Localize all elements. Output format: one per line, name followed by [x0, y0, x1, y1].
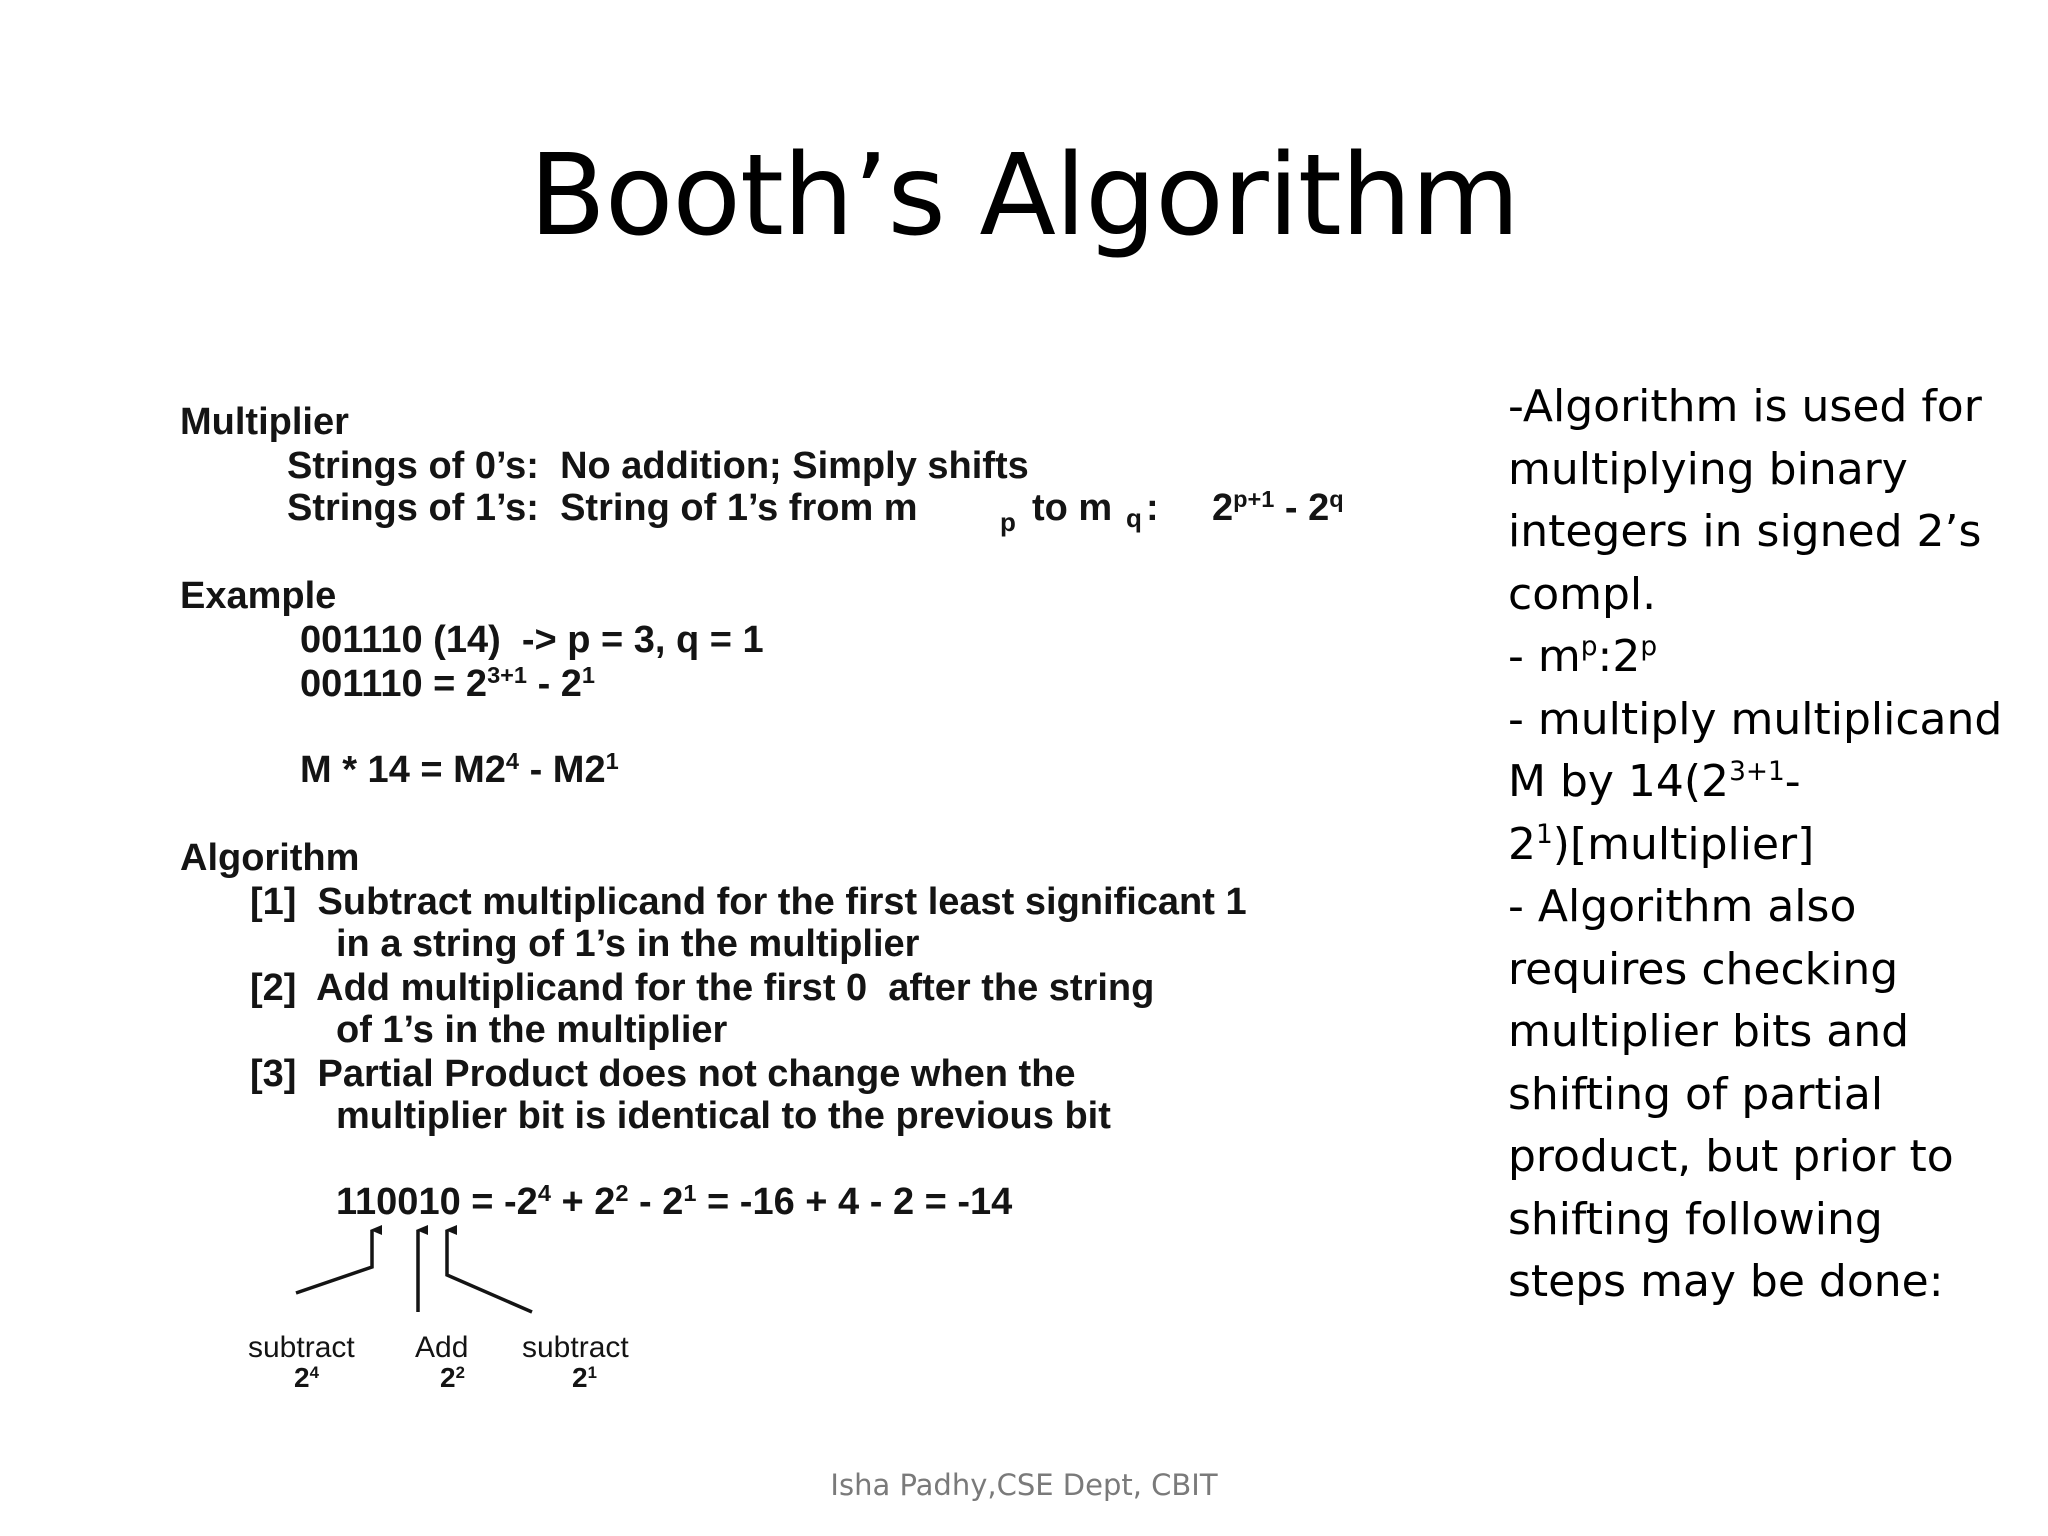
algorithm-heading: Algorithm — [180, 837, 360, 879]
note-line: requires checking — [1508, 943, 1899, 995]
note-line: multiplier bits and — [1508, 1006, 1910, 1057]
label-subtract-2-value — [572, 1362, 597, 1394]
ex3-exp2: 1 — [605, 748, 619, 775]
lbl1-exp: 4 — [309, 1362, 319, 1382]
step-1-line-a: [1] Subtract multiplicand for the first least significant 1 — [250, 881, 1247, 923]
note-line: product, but prior to — [1508, 1131, 1954, 1182]
res-c: - 2 — [628, 1181, 684, 1223]
ones-exp1: p+1 — [1233, 486, 1275, 513]
lbl2-exp: 2 — [455, 1362, 465, 1382]
zeros-rule: Strings of 0’s: No addition; Simply shifts — [287, 445, 1029, 487]
ones-rule-text: Strings of 1’s: String of 1’s from m — [287, 487, 918, 529]
label-subtract-2: subtract — [522, 1331, 629, 1364]
slide-footer: Isha Padhy,CSE Dept, CBIT — [830, 1468, 1218, 1502]
ex2-exp2: 1 — [581, 662, 596, 689]
note-line: shifting of partial — [1508, 1068, 1884, 1120]
ones-sub-p: p — [1000, 507, 1016, 537]
notes-text — [1508, 376, 2008, 1314]
note-line: shifting following — [1508, 1193, 1883, 1245]
note-line: - multiply multiplicand — [1508, 693, 2003, 745]
lbl3-exp: 1 — [587, 1362, 597, 1382]
ones-mid: - 2 — [1274, 487, 1330, 529]
ex3-b: - M2 — [519, 749, 606, 791]
ones-sub-q: q — [1126, 503, 1142, 533]
label-add-value — [440, 1362, 465, 1394]
note-mult-sup: 1 — [1536, 818, 1553, 850]
note-line — [1508, 626, 2008, 689]
note-mp-sup2: p — [1640, 631, 1658, 663]
ex2-exp1: 3+1 — [487, 662, 528, 689]
lbl3-base: 2 — [572, 1362, 588, 1393]
ex2-a: 001110 = 2 — [300, 663, 488, 705]
note-line — [1508, 751, 2008, 814]
res-e1: 4 — [537, 1180, 551, 1207]
note-mp-a: - m — [1508, 631, 1581, 682]
lbl2-base: 2 — [440, 1362, 456, 1393]
ex3-a: M * 14 = M2 — [300, 749, 506, 791]
note-mp-b: :2 — [1597, 631, 1641, 682]
step-3-line-b: multiplier bit is identical to the previous bit — [336, 1095, 1111, 1137]
label-subtract-1-value — [294, 1362, 319, 1394]
note-m14-b: - — [1784, 756, 1801, 807]
ones-colon: : — [1146, 487, 1159, 529]
res-e3: 1 — [683, 1180, 697, 1207]
multiplier-heading: Multiplier — [180, 401, 349, 443]
note-line: steps may be done: — [1508, 1256, 1944, 1307]
note-line: integers in signed 2’s — [1508, 506, 1982, 557]
note-m14-a: M by 14(2 — [1508, 756, 1730, 807]
note-line: - Algorithm also — [1508, 881, 1857, 932]
note-mp-sup1: p — [1580, 631, 1598, 663]
step-1-line-b: in a string of 1’s in the multiplier — [336, 923, 920, 965]
note-line — [1508, 814, 2008, 877]
note-mult-b: )[multiplier] — [1552, 818, 1815, 870]
ones-to: to m — [1032, 487, 1113, 529]
note-line: compl. — [1508, 568, 1657, 620]
ex3-exp1: 4 — [505, 748, 520, 775]
step-2-line-a: [2] Add multiplicand for the first 0 after the string — [250, 967, 1155, 1009]
booth-figure — [160, 390, 1460, 1400]
label-add: Add — [415, 1331, 469, 1364]
arrow-subtract-right — [447, 1230, 532, 1312]
arrow-subtract-left — [296, 1230, 372, 1293]
example-line-1: 001110 (14) -> p = 3, q = 1 — [300, 619, 764, 661]
label-subtract-1: subtract — [248, 1331, 355, 1364]
note-line: multiplying binary — [1508, 443, 1908, 495]
example-heading: Example — [180, 575, 337, 617]
bit-arrows — [160, 390, 1460, 1400]
res-a: 110010 = -2 — [336, 1181, 538, 1223]
ex2-b: - 2 — [527, 663, 582, 705]
step-3-line-a: [3] Partial Product does not change when the — [250, 1053, 1076, 1095]
res-d: = -16 + 4 - 2 = -14 — [696, 1181, 1013, 1223]
note-line: -Algorithm is used for — [1508, 381, 1982, 432]
res-e2: 2 — [615, 1180, 629, 1207]
note-mult-a: 2 — [1508, 818, 1536, 870]
step-2-line-b: of 1’s in the multiplier — [336, 1009, 728, 1051]
ones-base1: 2 — [1212, 487, 1234, 529]
slide-title: Booth’s Algorithm — [529, 131, 1519, 261]
res-b: + 2 — [550, 1181, 616, 1223]
lbl1-base: 2 — [294, 1362, 310, 1393]
note-m14-sup: 3+1 — [1729, 756, 1785, 788]
ones-exp2: q — [1329, 486, 1344, 513]
